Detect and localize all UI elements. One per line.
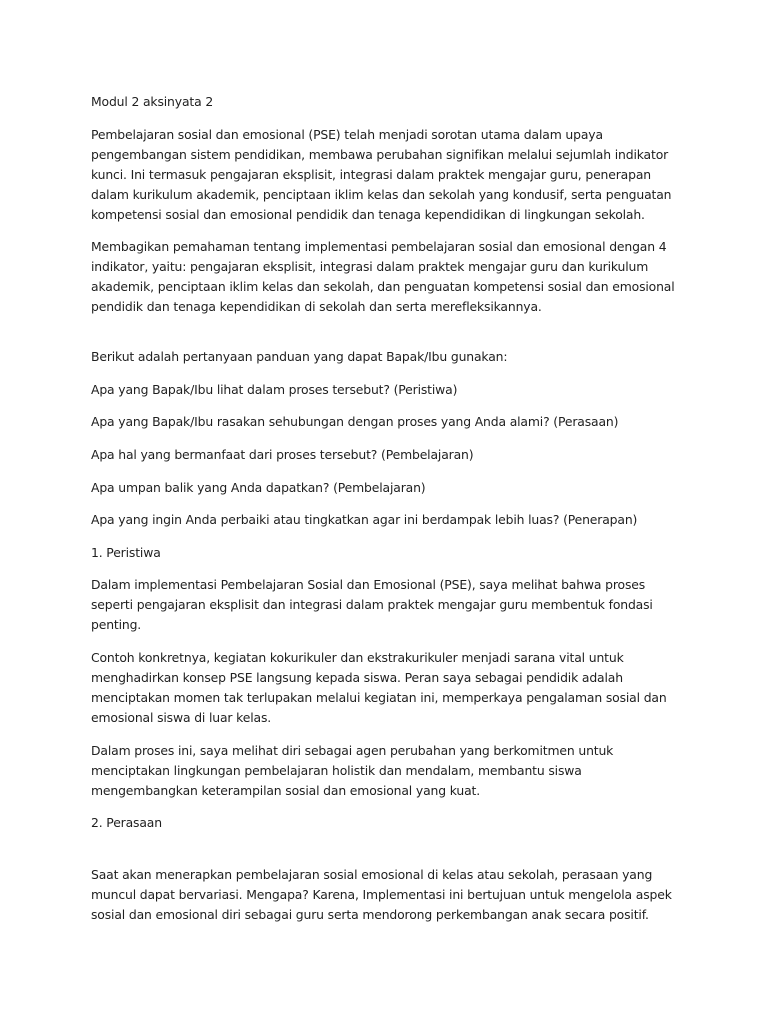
paragraph-peristiwa-1: Dalam implementasi Pembelajaran Sosial dan Emosional (PSE), saya melihat bahwa proses seperti pengajaran eksplisit dan integrasi dalam praktek mengajar guru membentuk fondasi penting. [91,577,653,633]
paragraph-peristiwa-2: Contoh konkretnya, kegiatan kokurikuler dan ekstrakurikuler menjadi sarana vital untuk menghadirkan konsep PSE langsung kepada siswa. Peran saya sebagai pendidik adalah menciptakan momen tak terlupakan melalui kegiatan ini, memperkaya pengalaman sosial dan emosional siswa di luar kelas. [91,649,667,725]
document-body [91,92,681,938]
paragraph-guiding-questions-intro: Berikut adalah pertanyaan panduan yang dapat Bapak/Ibu gunakan: [91,349,508,365]
question-pembelajaran-1: Apa hal yang bermanfaat dari proses tersebut? (Pembelajaran) [91,446,474,462]
paragraph-sharing-understanding: Membagikan pemahaman tentang implementasi pembelajaran sosial dan emosional dengan 4 indikator, yaitu: pengajaran eksplisit, integrasi dalam praktek mengajar guru dan kurikulum akademik, penciptaan iklim kelas dan sekolah, dan penguatan kompetensi sosial dan emosional pendidik dan tenaga kependidikan di sekolah dan serta merefleksikannya. [91,239,675,315]
question-penerapan: Apa yang ingin Anda perbaiki atau tingkatkan agar ini berdampak lebih luas? (Penerapan) [91,512,638,528]
question-pembelajaran-2: Apa umpan balik yang Anda dapatkan? (Pembelajaran) [91,479,426,495]
question-perasaan: Apa yang Bapak/Ibu rasakan sehubungan dengan proses yang Anda alami? (Perasaan) [91,414,619,430]
section-heading-peristiwa: 1. Peristiwa [91,544,161,560]
section-heading-perasaan: 2. Perasaan [91,815,162,831]
paragraph-perasaan-1: Saat akan menerapkan pembelajaran sosial emosional di kelas atau sekolah, perasaan yang muncul dapat bervariasi. Mengapa? Karena, Implementasi ini bertujuan untuk mengelola aspek sosial dan emosional diri sebagai guru serta mendorong perkembangan anak secara positif. [91,867,672,923]
document-title: Modul 2 aksinyata 2 [91,94,214,109]
paragraph-peristiwa-3: Dalam proses ini, saya melihat diri sebagai agen perubahan yang berkomitmen untuk menciptakan lingkungan pembelajaran holistik dan mendalam, membantu siswa mengembangkan keterampilan sosial dan emosional yang kuat. [91,742,614,798]
question-peristiwa: Apa yang Bapak/Ibu lihat dalam proses tersebut? (Peristiwa) [91,381,458,397]
paragraph-pse-intro: Pembelajaran sosial dan emosional (PSE) telah menjadi sorotan utama dalam upaya pengembangan sistem pendidikan, membawa perubahan signifikan melalui sejumlah indikator kunci. Ini termasuk pengajaran eksplisit, integrasi dalam praktek mengajar guru, penerapan dalam kurikulum akademik, penciptaan iklim kelas dan sekolah yang kondusif, serta penguatan kompetensi sosial dan emosional pendidik dan tenaga kependidikan di lingkungan sekolah. [91,126,672,222]
